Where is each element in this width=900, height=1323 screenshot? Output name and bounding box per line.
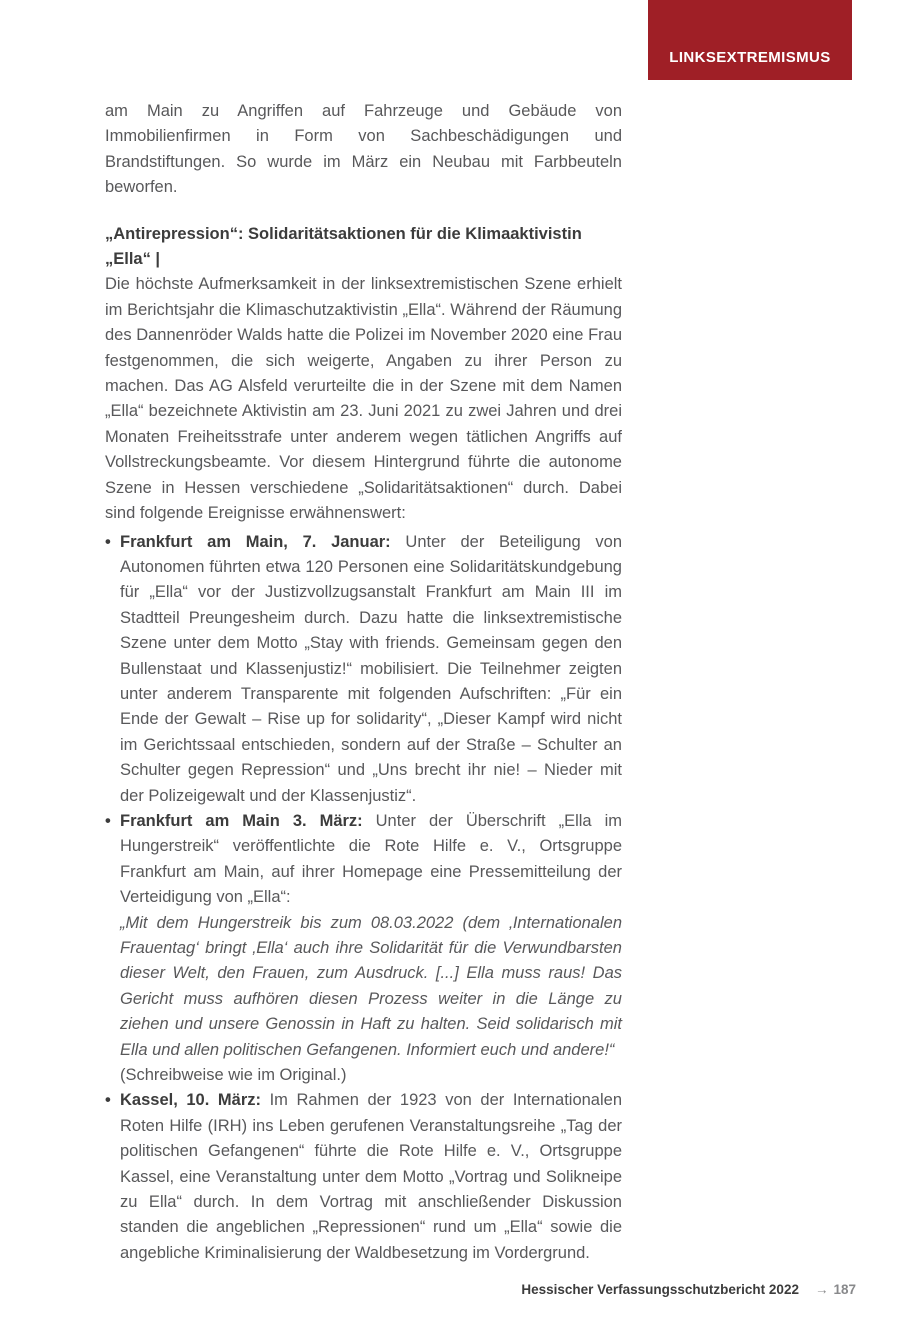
bullet-marker: • xyxy=(105,532,111,551)
chapter-tab-label: LINKSEXTREMISMUS xyxy=(669,49,831,66)
event-text: Unter der Überschrift „Ella im Hungerstreik“ veröffentlichte die Rote Hilfe e. V., Ortsgruppe Frankfurt am Main, auf ihrer Homepage eine Pressemitteilung der Verteidigung von „Ella“: xyxy=(120,811,622,907)
report-title: Hessischer Verfassungsschutzbericht 2022 xyxy=(521,1282,799,1297)
page-reference xyxy=(815,1282,856,1297)
main-text-column xyxy=(105,99,622,1266)
continuation-paragraph: am Main zu Angriffen auf Fahrzeuge und Gebäude von Immobilienfirmen in Form von Sachbeschädigungen und Brandstiftungen. So wurde im März ein Neubau mit Farbbeuteln beworfen. xyxy=(105,102,622,197)
list-item xyxy=(105,1088,622,1266)
event-lead: Frankfurt am Main 3. März: xyxy=(120,811,363,830)
section-heading: „Antirepression“: Solidaritätsaktionen für die Klimaaktivistin „Ella“ | xyxy=(105,224,582,269)
press-release-quote: „Mit dem Hungerstreik bis zum 08.03.2022 (dem ‚Internationalen Frauentag‘ bringt ‚Ella‘ auch ihre Solidarität für die Verwundbarsten dieser Welt, den Frauen, zum Ausdruck. [...] Ella muss raus! Das Gericht muss aufhören diesen Prozess weiter in die Länge zu ziehen und unsere Genossin in Haft zu halten. Seid solidarisch mit Ella und allen politischen Gefangenen. Informiert euch und andere!“ xyxy=(120,913,622,1059)
chapter-tab-badge xyxy=(648,0,852,80)
page-number: 187 xyxy=(833,1282,856,1297)
event-text: Im Rahmen der 1923 von der Internationalen Roten Hilfe (IRH) ins Leben gerufenen Veranstaltungsreihe „Tag der politischen Gefangenen“ führte die Rote Hilfe e. V., Ortsgruppe Kassel, eine Veranstaltung unter dem Motto „Vortrag und Solikneipe zu Ella“ durch. In dem Vortrag mit anschließender Diskussion standen die angeblichen „Repressionen“ rund um „Ella“ sowie die angebliche Kriminalisierung der Waldbesetzung im Vordergrund. xyxy=(120,1091,622,1262)
page-footer xyxy=(521,1282,856,1297)
arrow-icon: → xyxy=(814,1282,829,1297)
event-list xyxy=(105,530,622,1267)
event-lead: Kassel, 10. März: xyxy=(120,1091,261,1110)
spelling-note: (Schreibweise wie im Original.) xyxy=(120,1066,347,1085)
intro-paragraph: Die höchste Aufmerksamkeit in der linksextremistischen Szene erhielt im Berichtsjahr die Klimaschutzaktivistin „Ella“. Während der Räumung des Dannenröder Walds hatte die Polizei im November 2020 eine Frau festgenommen, die sich weigerte, Angaben zu ihrer Person zu machen. Das AG Alsfeld verurteilte die in der Szene mit dem Namen „Ella“ bezeichnete Aktivistin am 23. Juni 2021 zu zwei Jahren und drei Monaten Freiheitsstrafe unter anderem wegen tätlichen Angriffs auf Vollstreckungsbeamte. Vor diesem Hintergrund führte die autonome Szene in Hessen verschiedene „Solidaritätsaktionen“ durch. Dabei sind folgende Ereignisse erwähnenswert: xyxy=(105,275,622,523)
event-text: Unter der Beteiligung von Autonomen führten etwa 120 Personen eine Solidaritätskundgebung für „Ella“ vor der Justizvollzugsanstalt Frankfurt am Main III im Stadtteil Preungesheim durch. Dazu hatte die linksextremistische Szene unter dem Motto „Stay with friends. Gemeinsam gegen den Bullenstaat und Klassenjustiz!“ mobilisiert. Die Teilnehmer zeigten unter anderem Transparente mit folgenden Aufschriften: „Für ein Ende der Gewalt – Rise up for solidarity“, „Dieser Kampf wird nicht im Gerichtssaal entschieden, sondern auf der Straße – Schulter an Schulter gegen Repression“ und „Uns brecht ihr nie! – Nieder mit der Polizeigewalt und der Klassenjustiz“. xyxy=(120,532,623,805)
event-lead: Frankfurt am Main, 7. Januar: xyxy=(120,532,391,551)
list-item xyxy=(105,809,622,1088)
bullet-marker: • xyxy=(105,1091,111,1110)
list-item xyxy=(105,530,622,809)
bullet-marker: • xyxy=(105,811,111,830)
